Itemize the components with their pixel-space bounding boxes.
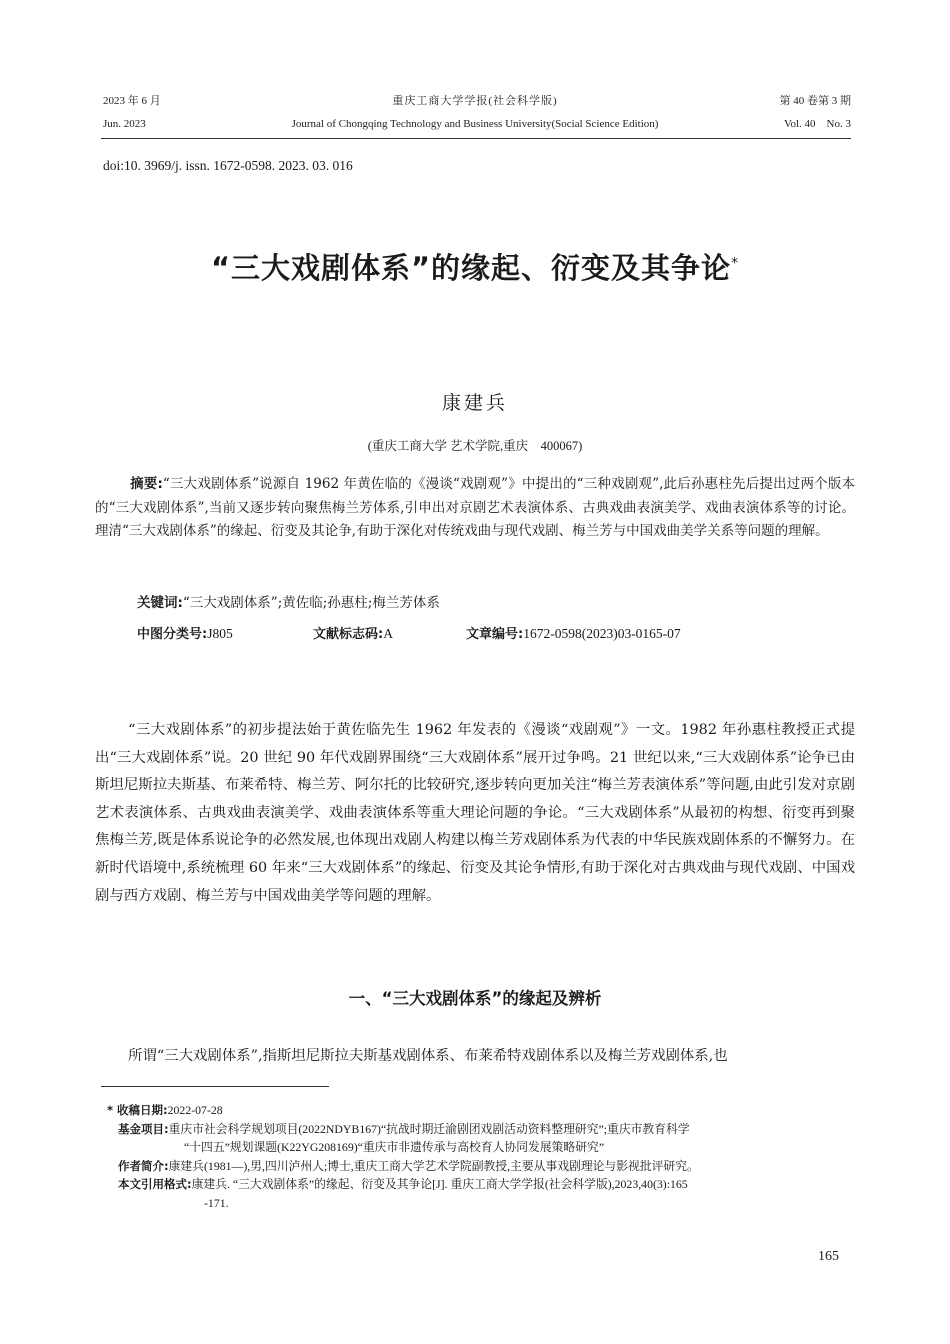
citation-line1: 康建兵. “三大戏剧体系”的缘起、衍变及其争论[J]. 重庆工商大学学报(社会科学版),2023,40(3):165 xyxy=(191,1177,688,1191)
doc-code-value: A xyxy=(383,626,393,641)
abstract-text: “三大戏剧体系”说源自 1962 年黄佐临的《漫谈“戏剧观”》中提出的“三种戏剧观”,此后孙惠柱先后提出过两个版本的“三大戏剧体系”,当前又逐步转向聚焦梅兰芳体系,引申出对京剧艺术表演体系、古典戏曲表演美学、戏曲表演体系等的讨论。理清“三大戏剧体系”的缘起、衍变及其论争,有助于深化对传统戏曲与现代戏剧、梅兰芳与中国戏曲美学关系等问题的理解。 xyxy=(95,476,856,539)
doc-code xyxy=(313,623,393,642)
fund-line1: 重庆市社会科学规划项目(2022NDYB167)“抗战时期迁渝剧团戏剧活动资料整理研究”;重庆市教育科学 xyxy=(168,1121,690,1136)
header-date-en: Jun. 2023 xyxy=(103,118,146,130)
keywords-label: 关键词: xyxy=(137,595,183,611)
received-value: 2022-07-28 xyxy=(167,1103,223,1117)
section-heading: 一、“三大戏剧体系”的缘起及辨析 xyxy=(348,989,602,1008)
intro-paragraph: “三大戏剧体系”的初步提法始于黄佐临先生 1962 年发表的《漫谈“戏剧观”》一文。1982 年孙惠柱教授正式提出“三大戏剧体系”说。20 世纪 90 年代戏剧界围绕“三大戏剧体系”展开过争鸣。21 世纪以来,“三大戏剧体系”论争已由斯坦尼斯拉夫斯基、布莱希特、梅兰芳、阿尔托的比较研究,逐步转向更加关注“梅兰芳表演体系”等问题,由此引发对京剧艺术表演体系、古典戏曲表演美学、戏曲表演体系等重大理论问题的争论。“三大戏剧体系”从最初的构想、衍变再到聚焦梅兰芳,既是体系说论争的必然发展,也体现出戏剧人构建以梅兰芳戏剧体系为代表的中华民族戏剧体系的不懈努力。在新时代语境中,系统梳理 60 年来“三大戏剧体系”的缘起、衍变及其论争情形,有助于深化对古典戏曲与现代戏剧、中国戏剧与西方戏剧、梅兰芳与中国戏曲美学等问题的理解。 xyxy=(95,722,855,904)
received-label: * 收稿日期: xyxy=(107,1103,168,1117)
header-volume-cn: 第 40 卷第 3 期 xyxy=(779,95,851,107)
author-label: 作者简介: xyxy=(118,1158,169,1173)
article-number-value: 1672-0598(2023)03-0165-07 xyxy=(523,626,681,641)
section-paragraph: 所谓“三大戏剧体系”,指斯坦尼斯拉夫斯基戏剧体系、布莱希特戏剧体系以及梅兰芳戏剧体系,也 xyxy=(128,1048,728,1064)
footnote-fund-cont: “十四五”规划课题(K22YG208169)“重庆市非遗传承与高校育人协同发展策略研究” xyxy=(184,1140,605,1154)
clc xyxy=(137,623,233,642)
footnote-author xyxy=(101,1157,853,1176)
clc-label: 中图分类号: xyxy=(137,627,208,642)
header-date-cn: 2023 年 6 月 xyxy=(103,95,161,107)
footnote-rule xyxy=(101,1086,329,1087)
author-name: 康建兵 xyxy=(441,392,508,414)
author-value: 康建兵(1981—),男,四川泸州人;博士,重庆工商大学艺术学院副教授,主要从事戏剧理论与影视批评研究。 xyxy=(168,1158,699,1173)
page-number: 165 xyxy=(818,1249,839,1264)
article-title-text: “三大戏剧体系”的缘起、衍变及其争论 xyxy=(210,251,732,285)
footnote-citation-cont: -171. xyxy=(204,1195,229,1210)
article-title xyxy=(0,246,950,287)
doi[interactable]: doi:10. 3969/j. issn. 1672-0598. 2023. 03. 016 xyxy=(103,158,353,173)
abstract-label: 摘要: xyxy=(130,476,163,492)
footnotes xyxy=(101,1101,853,1212)
fund-label: 基金项目: xyxy=(118,1121,169,1136)
article-number xyxy=(466,623,681,642)
header-journal-en: Journal of Chongqing Technology and Business University(Social Science Edition) xyxy=(291,118,659,130)
doc-code-label: 文献标志码: xyxy=(313,627,384,642)
title-footnote-mark[interactable]: * xyxy=(731,255,740,272)
affiliation: (重庆工商大学 艺术学院,重庆 400067) xyxy=(367,439,583,453)
footnote-received xyxy=(101,1101,853,1120)
footnote-fund xyxy=(101,1120,853,1139)
article-number-label: 文章编号: xyxy=(466,627,524,642)
keywords-text: “三大戏剧体系”;黄佐临;孙惠柱;梅兰芳体系 xyxy=(182,595,440,611)
header-volume-en: Vol. 40 No. 3 xyxy=(783,118,851,130)
header-journal-cn: 重庆工商大学学报(社会科学版) xyxy=(392,95,558,107)
clc-value: J805 xyxy=(207,626,233,641)
header-rule xyxy=(101,138,851,139)
keywords xyxy=(95,592,855,616)
abstract xyxy=(95,473,855,544)
citation-label: 本文引用格式: xyxy=(118,1177,192,1191)
footnote-citation xyxy=(101,1175,853,1194)
